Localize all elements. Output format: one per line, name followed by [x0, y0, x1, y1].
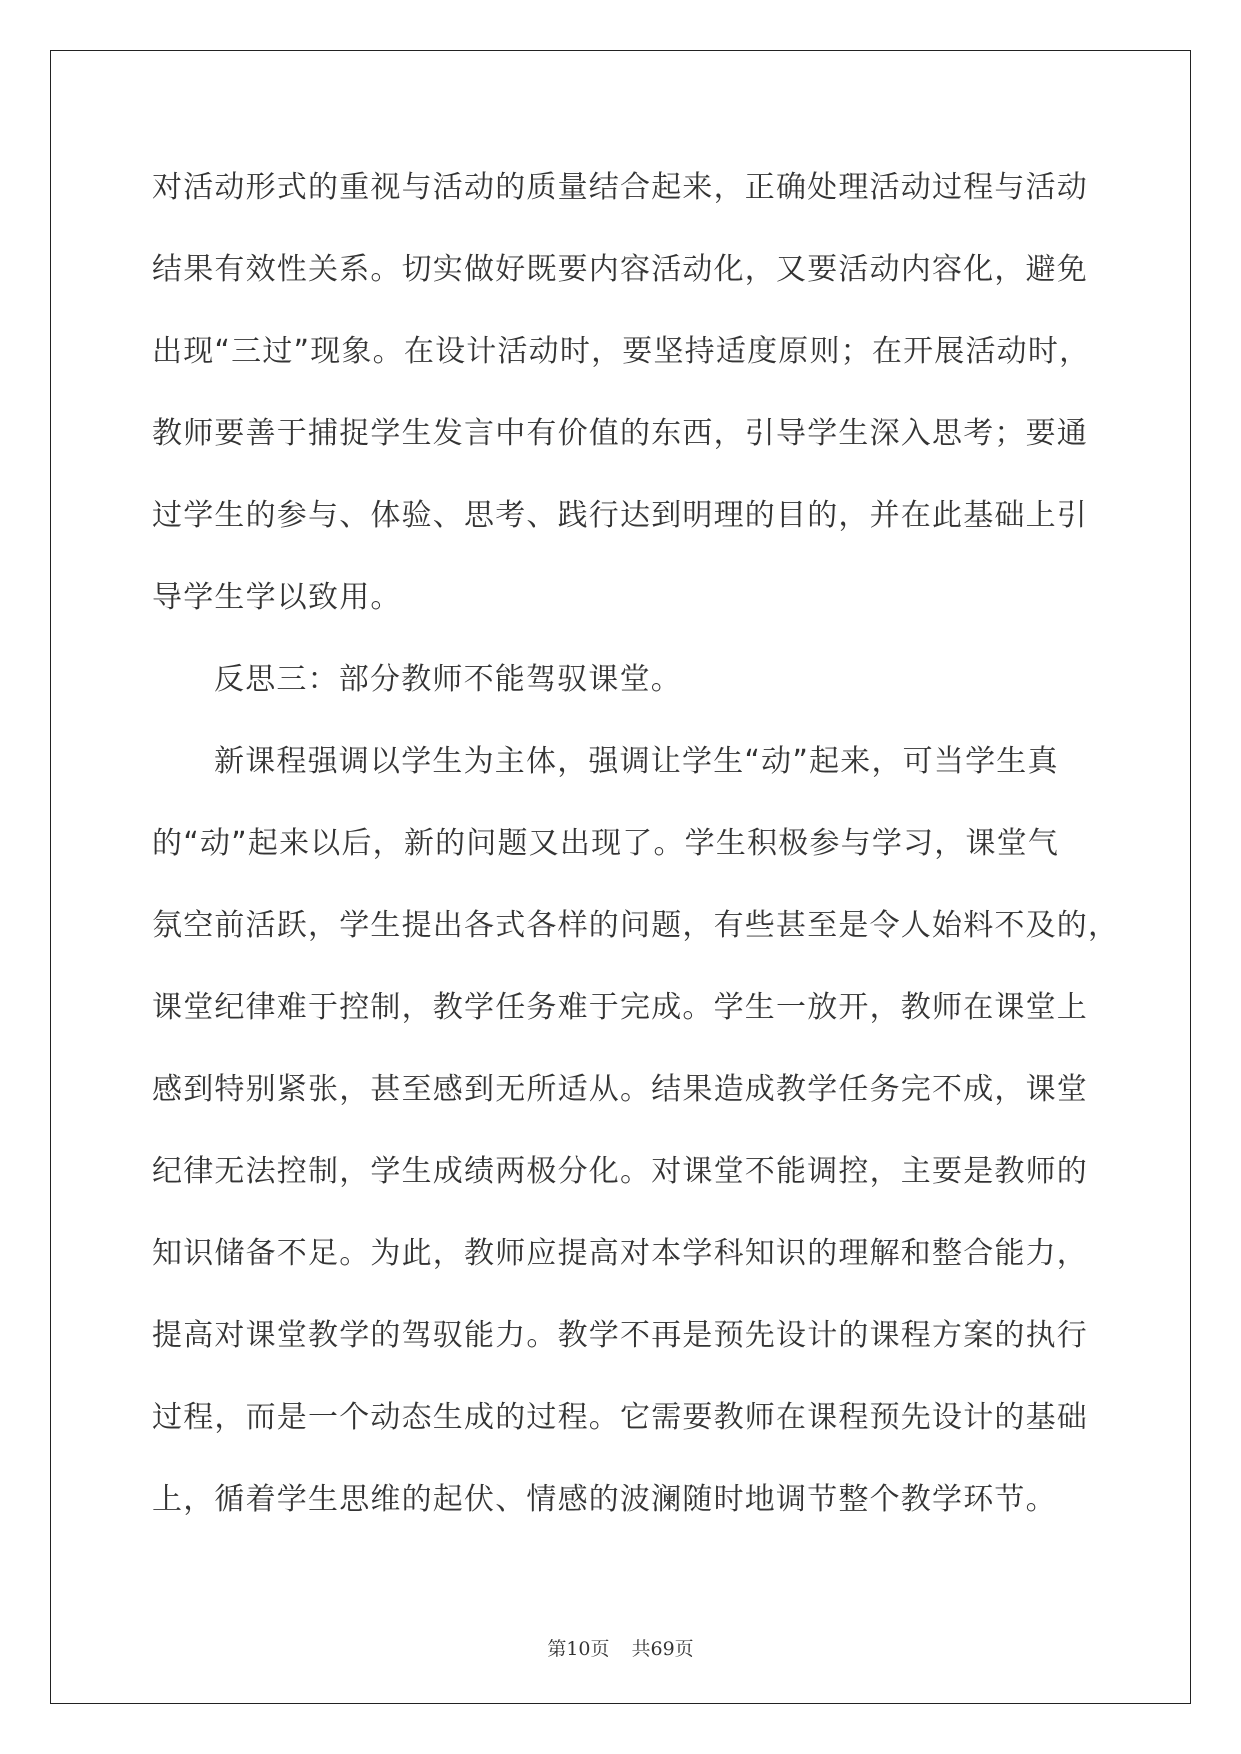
page-footer	[0, 1634, 1241, 1661]
text-line: 提高对课堂教学的驾驭能力。教学不再是预先设计的课程方案的执行	[152, 1318, 1088, 1353]
text-line: 的“动”起来以后，新的问题又出现了。学生积极参与学习，课堂气	[152, 826, 1060, 861]
text-line: 过学生的参与、体验、思考、践行达到明理的目的，并在此基础上引	[152, 498, 1088, 533]
text-line: 新课程强调以学生为主体，强调让学生“动”起来，可当学生真	[214, 744, 1059, 779]
text-line: 教师要善于捕捉学生发言中有价值的东西，引导学生深入思考；要通	[152, 416, 1088, 451]
text-line: 对活动形式的重视与活动的质量结合起来，正确处理活动过程与活动	[152, 170, 1088, 205]
page-total: 共69页	[631, 1638, 694, 1660]
text-line: 导学生学以致用。	[152, 580, 402, 615]
text-line: 课堂纪律难于控制，教学任务难于完成。学生一放开，教师在课堂上	[152, 990, 1088, 1025]
text-line: 感到特别紧张，甚至感到无所适从。结果造成教学任务完不成，课堂	[152, 1072, 1088, 1107]
document-body	[152, 160, 1120, 1554]
text-line: 知识储备不足。为此，教师应提高对本学科知识的理解和整合能力，	[152, 1236, 1088, 1271]
text-line: 氛空前活跃，学生提出各式各样的问题，有些甚至是令人始料不及的，	[152, 908, 1120, 943]
text-line: 反思三：部分教师不能驾驭课堂。	[214, 662, 682, 697]
text-line: 出现“三过”现象。在设计活动时，要坚持适度原则；在开展活动时，	[152, 334, 1091, 369]
text-line: 结果有效性关系。切实做好既要内容活动化，又要活动内容化，避免	[152, 252, 1088, 287]
page-number: 第10页	[547, 1638, 610, 1660]
text-line: 纪律无法控制，学生成绩两极分化。对课堂不能调控，主要是教师的	[152, 1154, 1088, 1189]
text-line: 过程，而是一个动态生成的过程。它需要教师在课程预先设计的基础	[152, 1400, 1088, 1435]
text-line: 上，循着学生思维的起伏、情感的波澜随时地调节整个教学环节。	[152, 1482, 1057, 1517]
